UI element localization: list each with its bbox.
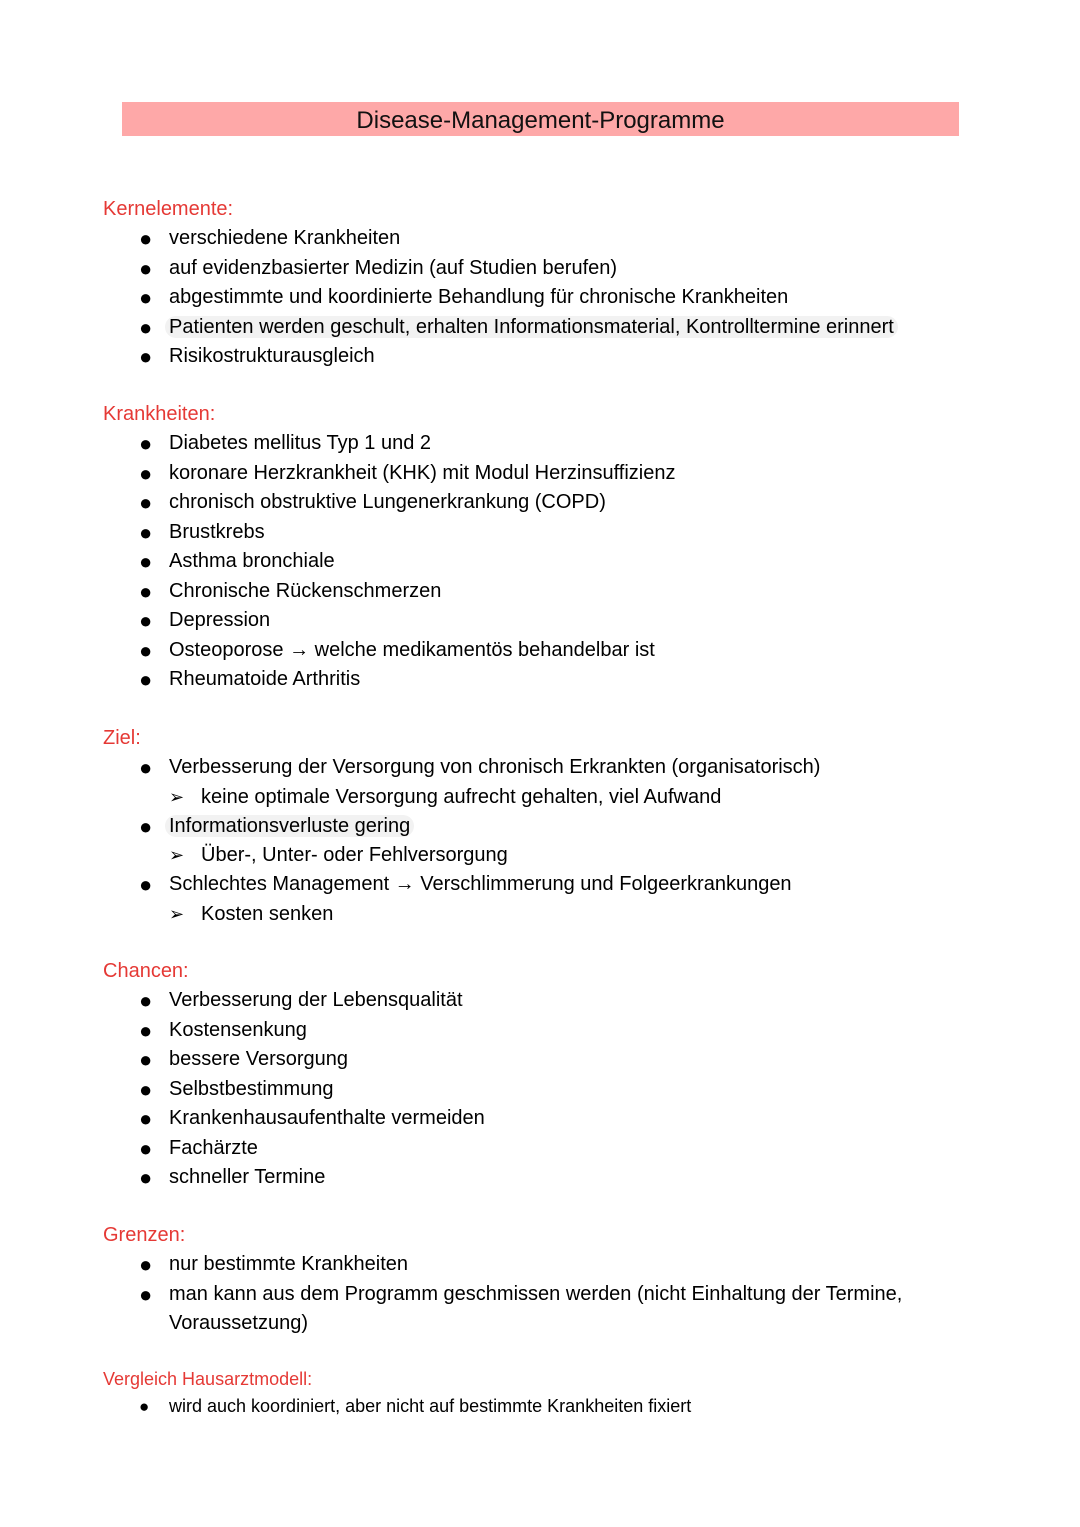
- section-heading-kernelemente: Kernelemente:: [103, 198, 234, 220]
- sub-list-item: ➢ keine optimale Versorgung aufrecht gehalten, viel Aufwand: [103, 783, 1020, 812]
- list-item: ● Depression: [103, 606, 1020, 636]
- bullet-icon: ●: [139, 755, 153, 780]
- list-item: ● abgestimmte und koordinierte Behandlung für chronische Krankheiten: [103, 283, 1020, 313]
- section-krankheiten: [103, 399, 1020, 695]
- list-item: ● Verbesserung der Lebensqualität: [103, 986, 1020, 1016]
- section-vergleich: [103, 1365, 1020, 1420]
- bullet-icon: ●: [139, 1397, 150, 1416]
- list-krankheiten: [103, 429, 1020, 695]
- bullet-icon: ●: [139, 578, 153, 604]
- arrow-bullet-icon: ➢: [169, 786, 185, 807]
- bullet-icon: ●: [139, 667, 153, 692]
- list-item: ● bessere Versorgung: [103, 1045, 1020, 1075]
- list-item: ● Diabetes mellitus Typ 1 und 2: [103, 429, 1020, 459]
- arrow-bullet-icon: ➢: [169, 845, 185, 865]
- section-grenzen: [103, 1220, 1020, 1339]
- list-item: ● Risikostrukturausgleich: [103, 342, 1020, 372]
- list-item: ● Schlechtes Management → Verschlimmerung und Folgeerkrankungen: [103, 870, 1020, 900]
- list-item: ● chronisch obstruktive Lungenerkrankung (COPD): [103, 488, 1020, 518]
- bullet-icon: ●: [139, 431, 153, 456]
- list-item: ● Osteoporose → welche medikamentös behandelbar ist: [103, 636, 1020, 666]
- sub-list-item: ➢ Über-, Unter- oder Fehlversorgung: [103, 841, 1020, 870]
- section-heading-chancen: Chancen:: [103, 960, 189, 982]
- list-item: ● Verbesserung der Versorgung von chronisch Erkrankten (organisatorisch): [103, 753, 1020, 783]
- section-ziel: [103, 723, 1020, 929]
- sub-list-item: ➢ Kosten senken: [103, 900, 1020, 929]
- bullet-icon: ●: [139, 490, 153, 515]
- bullet-icon: ●: [139, 1047, 153, 1072]
- list-kernelemente: [103, 224, 1020, 372]
- list-item: ● man kann aus dem Programm geschmissen werden (nicht Einhaltung der Termine, Voraussetzung): [139, 1281, 903, 1334]
- list-item: ● auf evidenzbasierter Medizin (auf Studien berufen): [103, 254, 1020, 284]
- bullet-icon: ●: [139, 1252, 153, 1277]
- bullet-icon: ●: [139, 1281, 153, 1307]
- list-item: ● Rheumatoide Arthritis: [103, 665, 1020, 695]
- bullet-icon: ●: [139, 1135, 153, 1161]
- list-item: ● Selbstbestimmung: [103, 1075, 1020, 1105]
- bullet-icon: ●: [139, 1076, 153, 1102]
- list-ziel: [103, 753, 1020, 929]
- bullet-icon: ●: [139, 1106, 153, 1131]
- bullet-icon: ●: [139, 1017, 153, 1043]
- bullet-icon: ●: [139, 226, 153, 251]
- section-kernelemente: [103, 194, 1020, 372]
- bullet-icon: ●: [139, 460, 153, 486]
- section-chancen: [103, 956, 1020, 1193]
- list-item: ● verschiedene Krankheiten: [103, 224, 1020, 254]
- list-item: ● schneller Termine: [103, 1163, 1020, 1193]
- bullet-icon: ●: [139, 813, 153, 839]
- bullet-icon: ●: [139, 255, 153, 281]
- list-item: ● koronare Herzkrankheit (KHK) mit Modul Herzinsuffizienz: [103, 459, 1020, 489]
- list-item: ● Fachärzte: [103, 1134, 1020, 1164]
- section-heading-ziel: Ziel:: [103, 727, 141, 749]
- section-heading-krankheiten: Krankheiten:: [103, 403, 216, 425]
- list-item: ● nur bestimmte Krankheiten: [103, 1250, 1020, 1280]
- bullet-icon: ●: [139, 1165, 153, 1190]
- list-grenzen: [103, 1250, 1020, 1339]
- bullet-icon: ●: [139, 608, 153, 633]
- list-item: ● Asthma bronchiale: [103, 547, 1020, 577]
- list-item: ● Informationsverluste gering: [103, 812, 1020, 842]
- list-item: ● Chronische Rückenschmerzen: [103, 577, 1020, 607]
- arrow-bullet-icon: ➢: [169, 903, 185, 924]
- bullet-icon: ●: [139, 637, 153, 663]
- bullet-icon: ●: [139, 549, 153, 574]
- list-item: ● Brustkrebs: [103, 518, 1020, 548]
- bullet-icon: ●: [139, 285, 153, 310]
- bullet-icon: ●: [139, 314, 153, 340]
- list-vergleich: [103, 1393, 1020, 1420]
- section-heading-vergleich: Vergleich Hausarztmodell:: [103, 1369, 313, 1389]
- list-item: ● Krankenhausaufenthalte vermeiden: [103, 1104, 1020, 1134]
- section-heading-grenzen: Grenzen:: [103, 1224, 186, 1246]
- list-chancen: [103, 986, 1020, 1193]
- page-title: Disease-Management-Programme: [122, 102, 959, 136]
- list-item: ● wird auch koordiniert, aber nicht auf bestimmte Krankheiten fixiert: [103, 1393, 1020, 1420]
- bullet-icon: ●: [139, 988, 153, 1013]
- bullet-icon: ●: [139, 519, 153, 545]
- bullet-icon: ●: [139, 344, 153, 369]
- list-item: ● Kostensenkung: [103, 1016, 1020, 1046]
- list-item: ● Patienten werden geschult, erhalten Informationsmaterial, Kontrolltermine erinnert: [103, 313, 1020, 343]
- bullet-icon: ●: [139, 872, 153, 897]
